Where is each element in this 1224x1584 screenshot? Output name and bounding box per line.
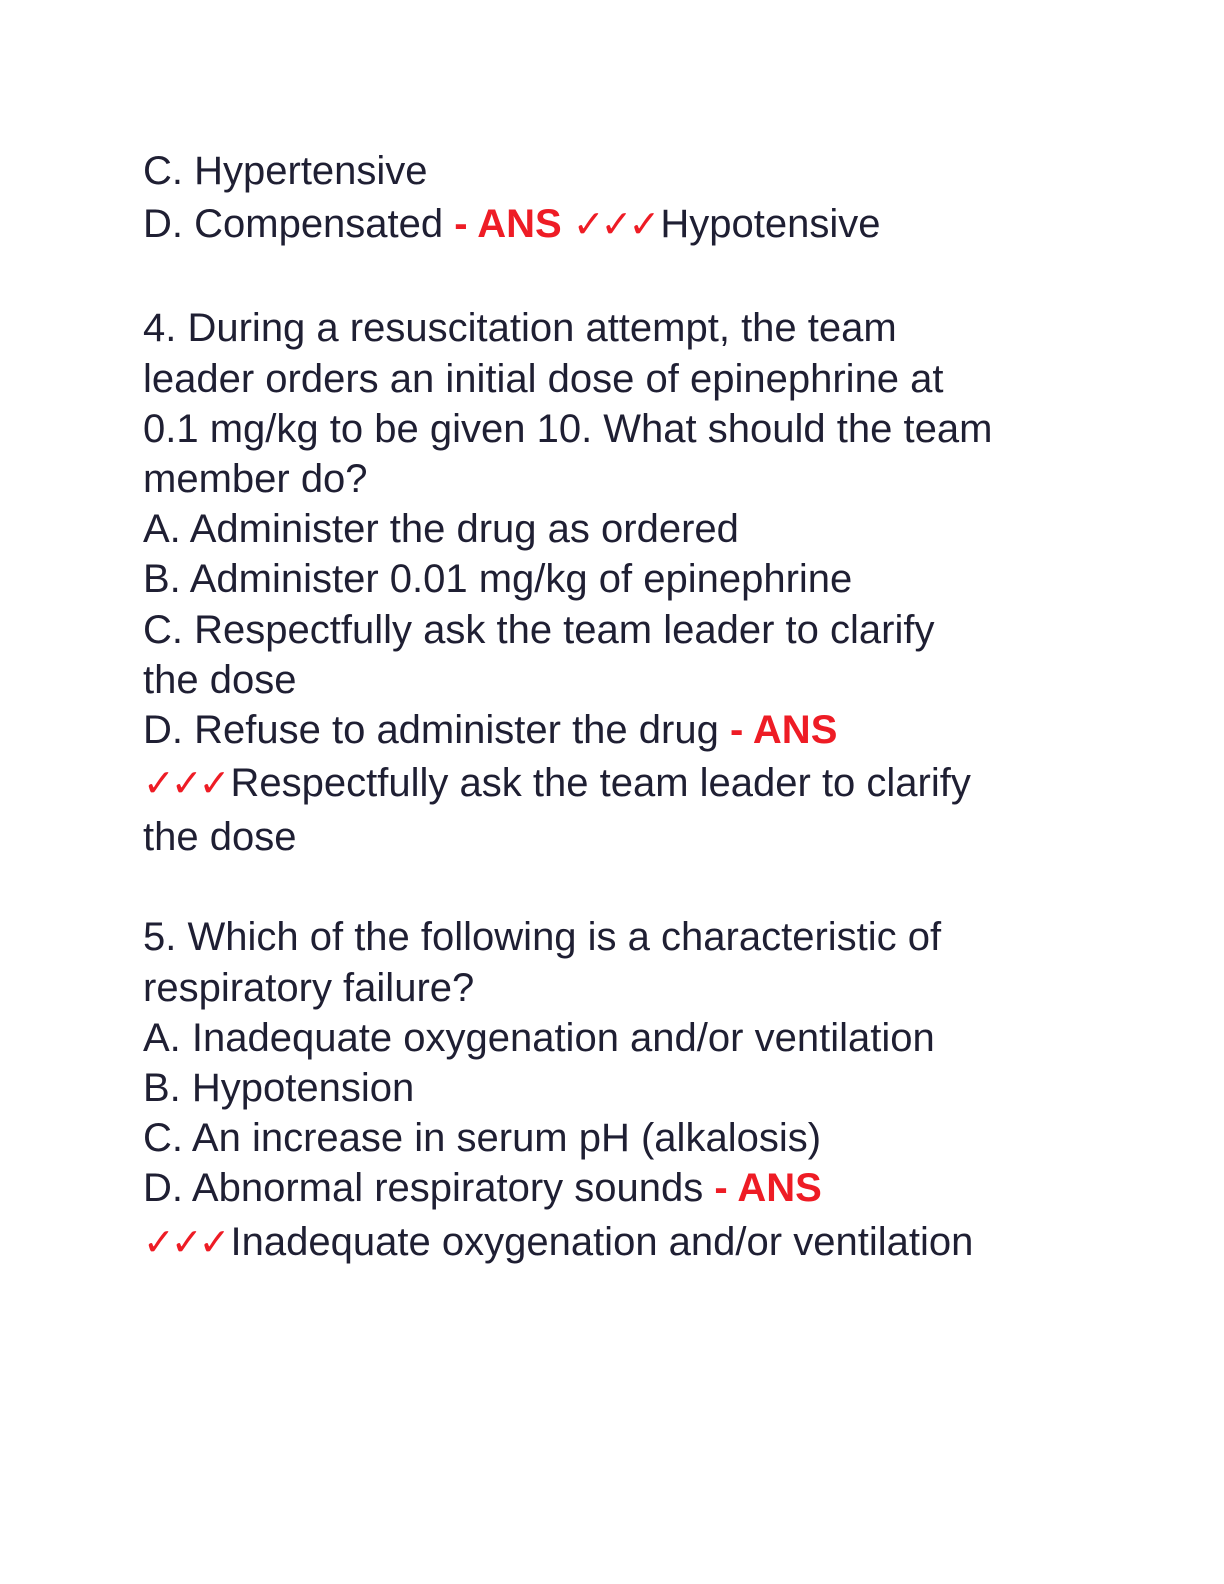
q3-option-c: C. Hypertensive bbox=[143, 149, 428, 193]
q5-answer-line bbox=[143, 1214, 1103, 1271]
q4-option-d: D. Refuse to administer the drug bbox=[143, 707, 719, 752]
check-icon: ✓✓✓ bbox=[572, 202, 657, 247]
q4-option-c-line-2: the dose bbox=[143, 657, 297, 702]
q4-option-c-line-1: C. Respectfully ask the team leader to clarify bbox=[143, 607, 935, 652]
check-icon: ✓✓✓ bbox=[143, 761, 227, 806]
q5-stem-line-2: respiratory failure? bbox=[143, 965, 475, 1010]
q3-answer: Hypotensive bbox=[660, 202, 881, 247]
q3-ans-marker: - ANS bbox=[454, 202, 562, 247]
q5-option-a: A. Inadequate oxygenation and/or ventilation bbox=[143, 1015, 935, 1060]
q4-option-a: A. Administer the drug as ordered bbox=[143, 507, 739, 552]
q4-stem-line-2: leader orders an initial dose of epinephrine at bbox=[143, 356, 944, 401]
q5-option-d-line bbox=[143, 1163, 1103, 1213]
q4-stem-line-1: 4. During a resuscitation attempt, the team bbox=[143, 306, 897, 351]
q4-answer-line-2: the dose bbox=[143, 815, 297, 860]
q4-ans-marker: - ANS bbox=[729, 707, 838, 752]
document-page bbox=[143, 146, 1103, 1271]
q5-answer: Inadequate oxygenation and/or ventilation bbox=[230, 1219, 974, 1264]
spacer bbox=[143, 253, 1103, 303]
q4-option-d-line bbox=[143, 705, 1103, 755]
q5-option-d: D. Abnormal respiratory sounds bbox=[143, 1166, 704, 1211]
q5-option-b: B. Hypotension bbox=[143, 1066, 415, 1110]
q3-option-d-line bbox=[143, 196, 1103, 253]
q4-stem-line-3: 0.1 mg/kg to be given 10. What should the team bbox=[143, 406, 993, 451]
q5-ans-marker: - ANS bbox=[714, 1166, 822, 1211]
check-icon: ✓✓✓ bbox=[143, 1219, 227, 1264]
spacer bbox=[143, 862, 1103, 912]
q5-stem-line-1: 5. Which of the following is a characteristic of bbox=[143, 915, 942, 960]
q3-option-d: D. Compensated bbox=[143, 202, 444, 247]
q4-stem-line-4: member do? bbox=[143, 456, 368, 501]
q4-answer-line-1 bbox=[143, 755, 1103, 812]
q4-answer: Respectfully ask the team leader to clarify bbox=[230, 761, 971, 806]
q4-option-b: B. Administer 0.01 mg/kg of epinephrine bbox=[143, 557, 853, 602]
q5-option-c: C. An increase in serum pH (alkalosis) bbox=[143, 1116, 822, 1161]
